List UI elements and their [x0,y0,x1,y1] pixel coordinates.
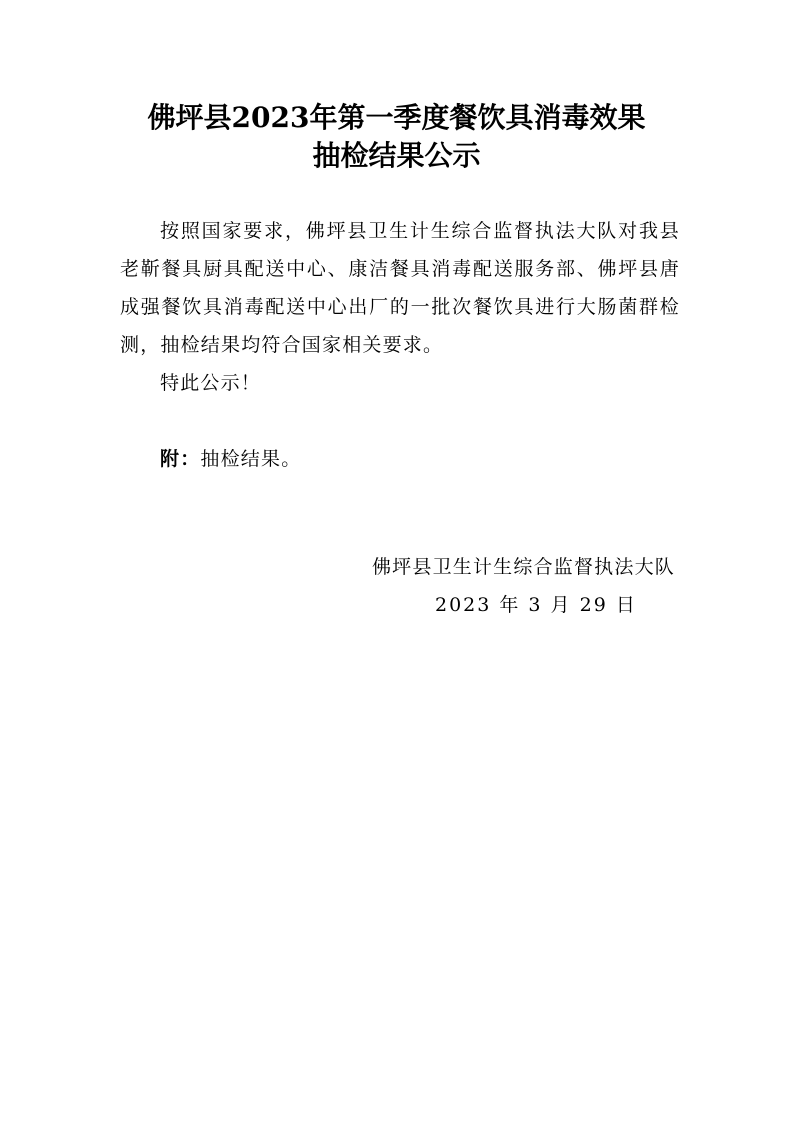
attachment-label: 附： [160,448,201,470]
attachment-text: 抽检结果。 [200,448,302,470]
document-title-line2: 抽检结果公示 [312,139,481,172]
body-paragraph-announcement: 特此公示！ [160,372,262,394]
signature-date: 2023 年 3 月 29 日 [435,594,637,616]
document-title-line1: 佛坪县2023年第一季度餐饮具消毒效果 [147,101,646,134]
attachment-line [160,440,301,478]
signature-organization: 佛坪县卫生计生综合监督执法大队 [371,556,675,578]
body-paragraph-notice: 按照国家要求，佛坪县卫生计生综合监督执法大队对我县老靳餐具厨具配送中心、康洁餐具消毒配送服务部、佛坪县唐成强餐饮具消毒配送中心出厂的一批次餐饮具进行大肠菌群检测，抽检结果均符合国家相关要求。 [120,220,680,356]
